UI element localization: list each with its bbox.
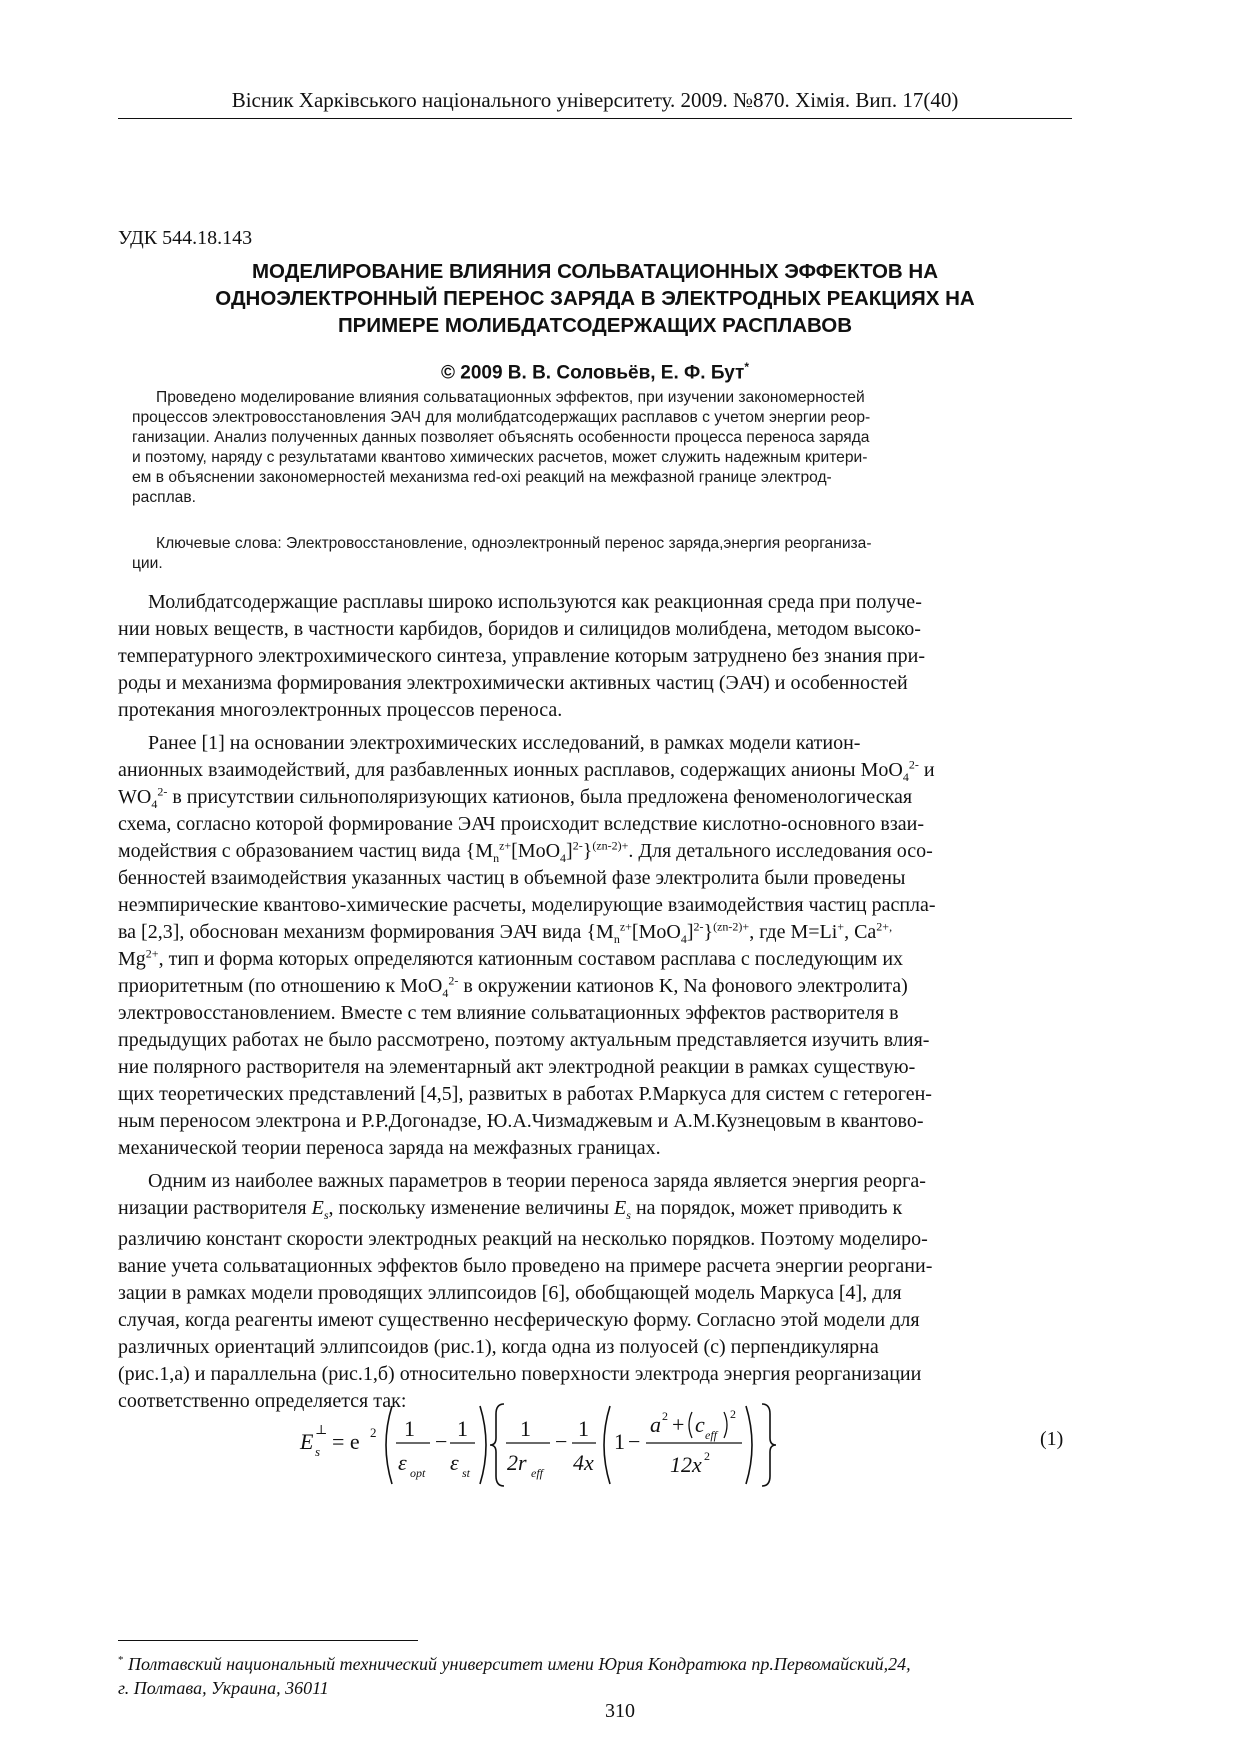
svg-text:a: a	[650, 1412, 661, 1437]
svg-text:2: 2	[730, 1407, 736, 1421]
abstract-line: и поэтому, наряду с результатами квантово химических расчетов, может служить надежным критери-	[132, 449, 868, 466]
header-rule	[118, 118, 1072, 119]
svg-text:ε: ε	[398, 1450, 407, 1475]
abstract-line: ем в объяснении закономерностей механизма red-oxi реакций на межфазной границе электрод-	[132, 469, 832, 486]
equation-1	[300, 1392, 860, 1502]
body-line: $Mg^{2+}$, тип и форма которых определяются катионным составом расплава с последующим их	[118, 946, 904, 970]
footnote-rule	[118, 1640, 418, 1641]
body-line: случая, когда реагенты имеют существенно несферическую форму. Согласно этой модели для	[118, 1309, 920, 1331]
body-line: низации растворителя $E_s$, поскольку изменение величины $E_s$ на порядок, может приводить к	[118, 1197, 903, 1222]
svg-text:c: c	[695, 1412, 705, 1437]
article-body	[118, 589, 1072, 1415]
svg-text:2: 2	[370, 1425, 377, 1440]
authors-names: © 2009 В. В. Соловьёв, Е. Ф. Бут	[440, 362, 745, 384]
svg-text:opt: opt	[410, 1466, 426, 1480]
abstract-line: расплав.	[132, 489, 196, 506]
footnote-line: * Полтавский национальный технический университет имени Юрия Кондратюка пр.Первомайский,24,	[118, 1654, 911, 1674]
article-title	[160, 258, 1030, 339]
abstract-line: Проведено моделирование влияния сольватационных эффектов, при изучении закономерностей	[156, 389, 865, 406]
svg-text:12x: 12x	[670, 1452, 702, 1477]
svg-text:s: s	[315, 1444, 321, 1459]
body-line: (рис.1,a) и параллельна (рис.1,б) относительно поверхности электрода энергия реорганизации	[118, 1363, 922, 1385]
body-line: анионных взаимодействий, для разбавленных ионных расплавов, содержащих анионы MoO$_4^{2-}$ и	[118, 757, 935, 784]
page-number: 310	[605, 1700, 635, 1722]
body-line: схема, согласно которой формирование ЭАЧ происходит вследствие кислотно-основного взаи-	[118, 813, 925, 835]
svg-text:= e: = e	[332, 1429, 360, 1454]
body-line: ние полярного растворителя на элементарный акт электродной реакции в рамках существую-	[118, 1056, 916, 1078]
abstract-line: процессов электровосстановления ЭАЧ для молибдатсодержащих расплавов с учетом энергии реор-	[132, 409, 871, 426]
body-line: Молибдатсодержащие расплавы широко используются как реакционная среда при получе-	[148, 591, 922, 613]
svg-text:4x: 4x	[573, 1450, 594, 1475]
svg-text:+: +	[672, 1412, 685, 1437]
svg-text:ε: ε	[450, 1450, 459, 1475]
svg-text:2r: 2r	[507, 1450, 527, 1475]
svg-text:1: 1	[520, 1416, 531, 1441]
keywords-line: Ключевые слова: Электровосстановление, одноэлектронный перенос заряда,энергия реорганиза-	[156, 535, 872, 552]
svg-text:eff: eff	[531, 1466, 543, 1480]
svg-text:2: 2	[662, 1409, 668, 1423]
body-line: нии новых веществ, в частности карбидов, боридов и силицидов молибдена, методом высоко-	[118, 618, 921, 640]
body-line: протекания многоэлектронных процессов переноса.	[118, 699, 563, 721]
body-line: температурного электрохимического синтеза, управление которым затруднено без знания при-	[118, 645, 925, 667]
body-line: $WO_4^{2-}$ в присутствии сильнополяризующих катионов, была предложена феноменологическая	[118, 784, 913, 811]
footnote-line: г. Полтава, Украина, 36011	[118, 1678, 329, 1698]
svg-text:−: −	[628, 1429, 641, 1454]
body-line: Ранее [1] на основании электрохимических исследований, в рамках модели катион-	[148, 732, 861, 754]
body-line: различных ориентаций эллипсоидов (рис.1), когда одна из полуосей (c) перпендикулярна	[118, 1336, 879, 1358]
svg-text:1: 1	[614, 1429, 625, 1454]
svg-text:⊥: ⊥	[315, 1422, 328, 1437]
title-line: ПРИМЕРЕ МОЛИБДАТСОДЕРЖАЩИХ РАСПЛАВОВ	[337, 314, 853, 337]
body-line: предыдущих работах не было рассмотрено, поэтому актуальным представляется изучить влия-	[118, 1029, 930, 1051]
abstract	[132, 388, 1046, 508]
svg-text:1: 1	[404, 1416, 415, 1441]
authors-footnote-mark: *	[744, 360, 749, 374]
svg-text:2: 2	[704, 1449, 710, 1463]
title-line: МОДЕЛИРОВАНИЕ ВЛИЯНИЯ СОЛЬВАТАЦИОННЫХ ЭФФЕКТОВ НА	[251, 260, 939, 283]
body-line: зации в рамках модели проводящих эллипсоидов [6], обобщающей модель Маркуса [4], для	[118, 1282, 902, 1304]
svg-text:−: −	[555, 1429, 568, 1454]
authors	[160, 355, 1030, 385]
running-header: Вісник Харківського національного університету. 2009. №870. Хімія. Вип. 17(40)	[231, 88, 959, 112]
body-line: различию констант скорости электродных реакций на несколько порядков. Поэтому моделиро-	[118, 1228, 928, 1250]
svg-text:1: 1	[578, 1416, 589, 1441]
body-line: неэмпирические квантово-химические расчеты, моделирующие взаимодействия частиц распла-	[118, 894, 936, 916]
keywords	[132, 534, 1046, 574]
body-line: электровосстановлением. Вместе с тем влияние сольватационных эффектов растворителя в	[118, 1002, 899, 1024]
body-line: ва [2,3], обоснован механизм формирования ЭАЧ вида $\{M_n^{z+}[MoO_4]^{2-}\}^{(zn-2)+}$, где M=Li+, $Ca^{2+,}$	[118, 919, 893, 946]
body-line: ным переносом электрона и Р.Р.Догонадзе, Ю.А.Чизмаджевым и А.М.Кузнецовым в квантово-	[118, 1110, 924, 1132]
body-line: бенностей взаимодействия указанных частиц в объемной фазе электролита были проведены	[118, 867, 906, 889]
body-line: вание учета сольватационных эффектов было проведено на примере расчета энергии реоргани-	[118, 1255, 933, 1277]
body-line: Одним из наиболее важных параметров в теории переноса заряда является энергия реорга-	[148, 1170, 926, 1192]
body-line: механической теории переноса заряда на межфазных границах.	[118, 1137, 661, 1159]
body-line: модействия с образованием частиц вида $\{M_n^{z+}[MoO_4]^{2-}\}^{(zn-2)+}$. Для детального исследования осо-	[118, 838, 933, 865]
body-line: роды и механизма формирования электрохимически активных частиц (ЭАЧ) и особенностей	[118, 672, 908, 694]
svg-text:E: E	[300, 1429, 314, 1454]
svg-text:st: st	[462, 1466, 471, 1480]
keywords-line: ции.	[132, 555, 163, 572]
udc-code: УДК 544.18.143	[118, 227, 253, 249]
body-line: приоритетным (по отношению к MoO$_4^{2-}$ в окружении катионов K, Na фонового электролита)	[118, 973, 908, 1000]
equation-number: (1)	[1040, 1428, 1064, 1450]
svg-text:eff: eff	[705, 1428, 717, 1442]
svg-text:−: −	[435, 1429, 448, 1454]
svg-text:1: 1	[457, 1416, 468, 1441]
footnote	[118, 1648, 1072, 1700]
abstract-line: ганизации. Анализ полученных данных позволяет объяснять особенности процесса переноса заряда	[132, 429, 870, 446]
body-line: щих теоретических представлений [4,5], развитых в работах Р.Маркуса для систем с гетероген-	[118, 1083, 932, 1105]
title-line: ОДНОЭЛЕКТРОННЫЙ ПЕРЕНОС ЗАРЯДА В ЭЛЕКТРОДНЫХ РЕАКЦИЯХ НА	[215, 287, 975, 310]
body-line: соответственно определяется так:	[118, 1390, 407, 1412]
